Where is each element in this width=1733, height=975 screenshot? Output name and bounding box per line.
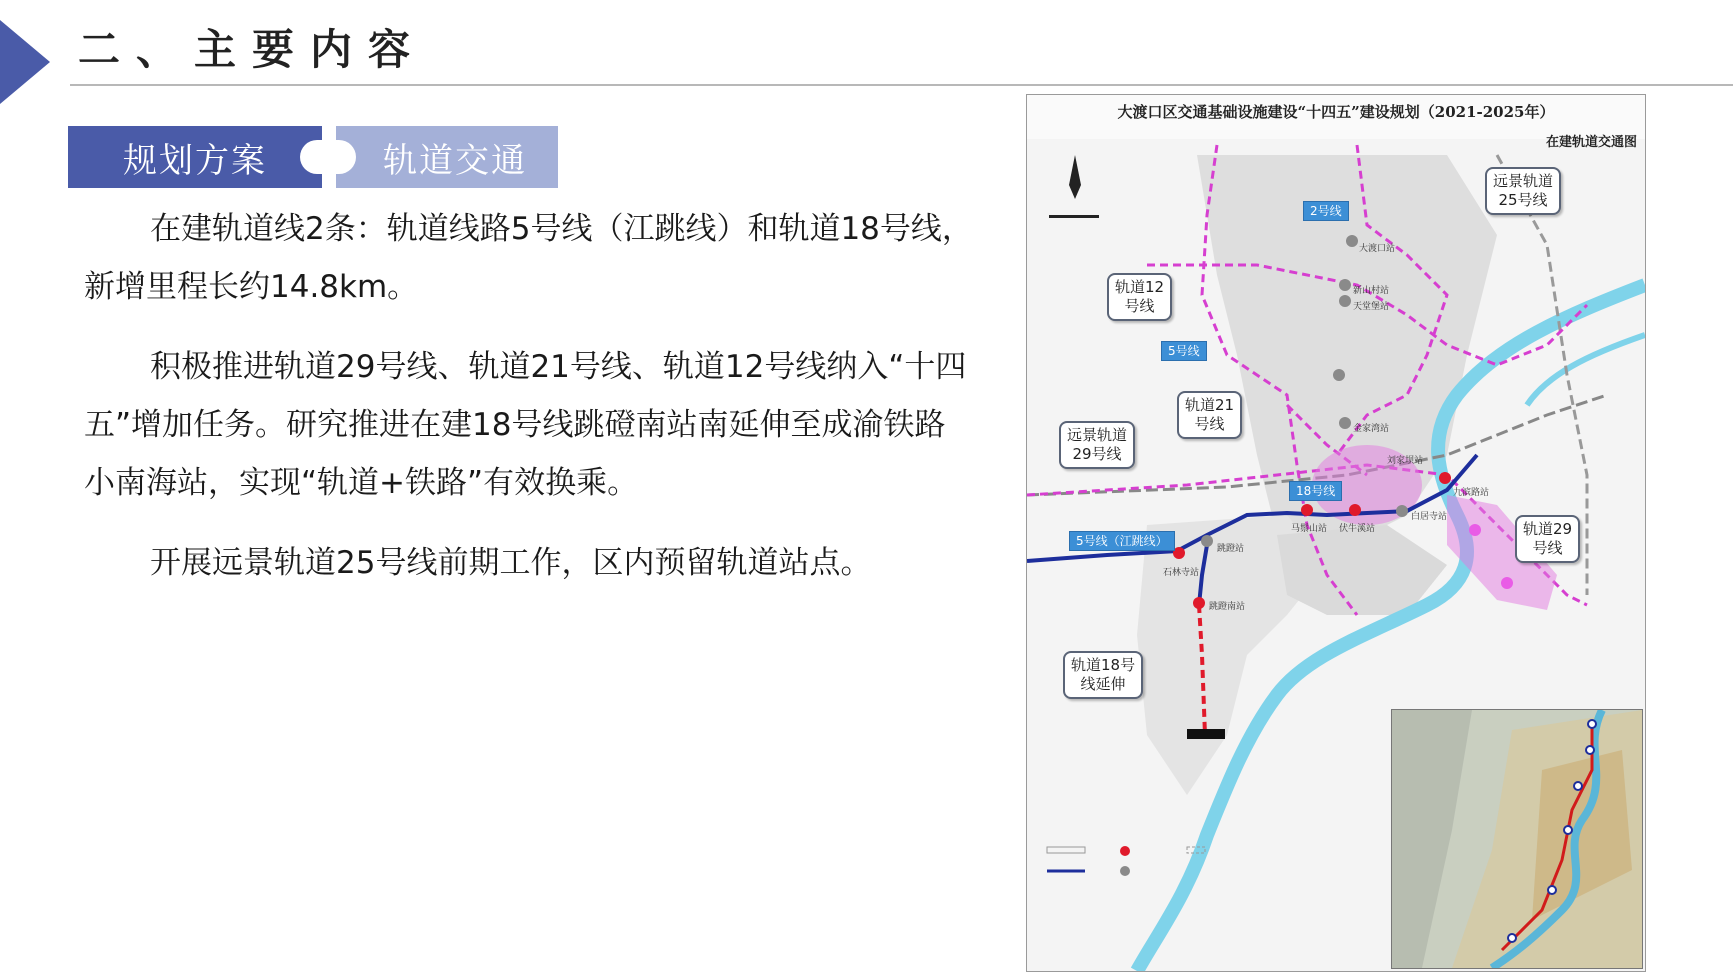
tab-rail-transit[interactable]: 轨道交通 xyxy=(336,126,558,188)
tag-line18: 18号线 xyxy=(1289,481,1342,501)
paragraph-vision: 开展远景轨道25号线前期工作，区内预留轨道站点。 xyxy=(150,545,872,581)
station-jiubinlu: 九滨路站 xyxy=(1453,488,1490,498)
station-liujiaba: 刘家坝站 xyxy=(1387,456,1424,466)
header-arrow-icon xyxy=(0,20,50,104)
map-subtitle: 在建轨道交通图 xyxy=(1545,135,1637,150)
tab-connector xyxy=(300,140,356,174)
station-tiaodeng: 跳蹬站 xyxy=(1217,544,1245,554)
station-tianhui: 天堂堡站 xyxy=(1353,302,1390,312)
station-dadukou: 大渡口站 xyxy=(1359,244,1396,254)
inset-canvas xyxy=(1392,710,1642,968)
tag-line5-full: 5号线（江跳线） xyxy=(1069,531,1175,551)
callout-line21: 轨道21 号线 xyxy=(1177,391,1242,439)
title-divider xyxy=(70,84,1733,86)
tab-bar xyxy=(68,126,558,188)
tag-line5: 5号线 xyxy=(1161,341,1207,361)
station-shilinsi: 石林寺站 xyxy=(1163,568,1200,578)
station-baijusi: 白居寺站 xyxy=(1411,512,1448,522)
tag-line2: 2号线 xyxy=(1303,201,1349,221)
station-jinjiawan: 金家湾站 xyxy=(1353,424,1390,434)
callout-line29: 轨道29 号线 xyxy=(1515,515,1580,563)
callout-line18-extension: 轨道18号 线延伸 xyxy=(1063,651,1143,699)
paragraph-construction: 在建轨道线2条：轨道线路5号线（江跳线）和轨道18号线，新增里程长约14.8km。 xyxy=(84,211,973,305)
callout-line29-vision: 远景轨道 29号线 xyxy=(1059,421,1135,469)
content-body xyxy=(84,200,974,614)
station-mashan: 马鬃山站 xyxy=(1291,524,1328,534)
station-fuliushan: 伏牛溪站 xyxy=(1339,524,1376,534)
callout-line12: 轨道12 号线 xyxy=(1107,273,1172,321)
rail-map xyxy=(1026,94,1646,972)
callout-line25: 远景轨道 25号线 xyxy=(1485,167,1561,215)
station-tiaodengnan: 跳蹬南站 xyxy=(1209,602,1246,612)
inset-satellite-map xyxy=(1391,709,1643,969)
map-title: 大渡口区交通基础设施建设“十四五”建设规划（2021-2025年） xyxy=(1117,103,1555,121)
tab-planning[interactable]: 规划方案 xyxy=(68,126,322,188)
paragraph-promotion: 积极推进轨道29号线、轨道21号线、轨道12号线纳入“十四五”增加任务。研究推进在建18号线跳磴南站南延伸至成渝铁路小南海站，实现“轨道+铁路”有效换乘。 xyxy=(84,349,967,501)
station-xinshancun: 新山村站 xyxy=(1353,286,1390,296)
page-title: 二、主要内容 xyxy=(78,25,427,74)
